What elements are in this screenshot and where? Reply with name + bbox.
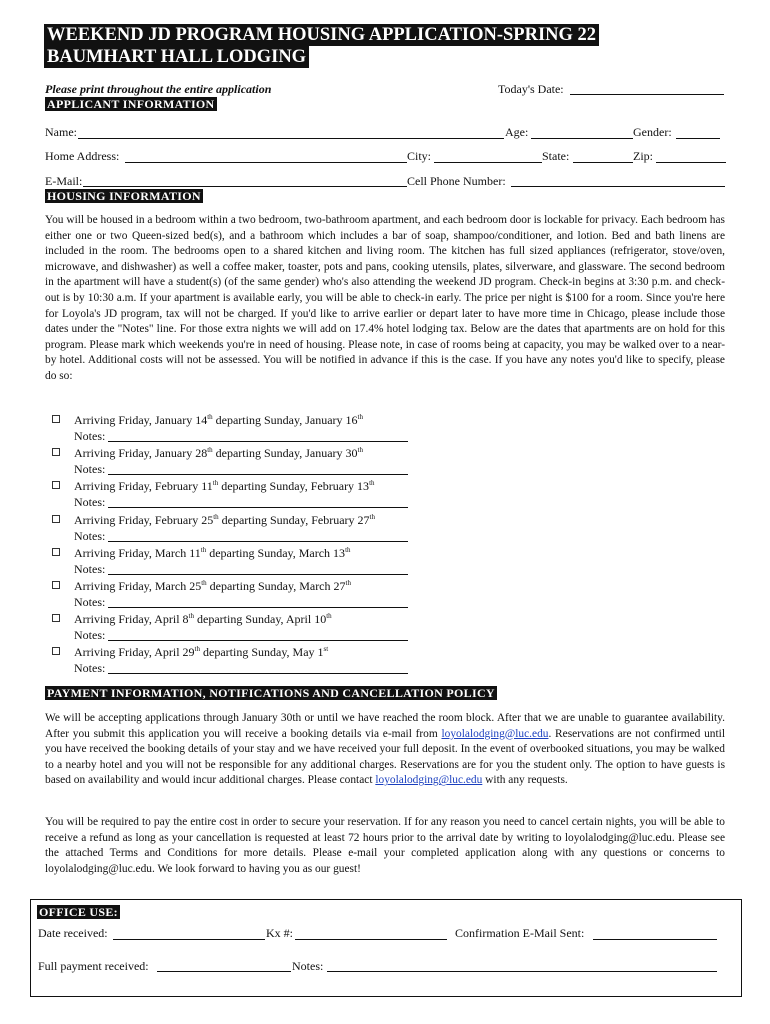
state-label: State:: [542, 149, 570, 163]
age-field[interactable]: [531, 138, 633, 139]
date-received-field[interactable]: [113, 939, 265, 940]
weekend-notes-field[interactable]: [108, 441, 408, 442]
gender-field[interactable]: [676, 138, 720, 139]
weekend-dates-label: Arriving Friday, March 25th departing Sunday, March 27th: [74, 579, 351, 593]
weekend-checkbox[interactable]: [52, 614, 60, 622]
title-line-1: WEEKEND JD PROGRAM HOUSING APPLICATION-SPRING 22: [44, 24, 599, 46]
home-address-label: Home Address:: [45, 149, 120, 163]
weekend-notes-label: Notes:: [74, 462, 106, 477]
age-label: Age:: [505, 125, 529, 139]
full-payment-field[interactable]: [157, 971, 291, 972]
kx-number-field[interactable]: [295, 939, 447, 940]
title-line-2: BAUMHART HALL LODGING: [44, 46, 309, 68]
weekend-notes-field[interactable]: [108, 541, 408, 542]
office-notes-label: Notes:: [292, 959, 324, 973]
kx-number-label: Kx #:: [266, 926, 293, 940]
weekend-notes-label: Notes:: [74, 528, 106, 543]
weekend-notes-label: Notes:: [74, 495, 106, 510]
weekend-dates-label: Arriving Friday, April 8th departing Sunday, April 10th: [74, 612, 332, 627]
weekend-dates-label: Arriving Friday, January 14th departing Sunday, January 16th: [74, 413, 363, 427]
print-instruction: Please print throughout the entire application: [45, 82, 272, 96]
contact-email-link[interactable]: loyolalodging@luc.edu: [375, 774, 483, 787]
todays-date-label: Today's Date:: [498, 82, 564, 96]
lodging-email-link[interactable]: loyolalodging@luc.edu: [441, 727, 549, 740]
weekend-notes-label: Notes:: [74, 429, 106, 443]
name-label: Name:: [45, 125, 77, 139]
zip-label: Zip:: [633, 149, 653, 163]
weekend-notes-field[interactable]: [108, 607, 408, 608]
payment-policy-heading: PAYMENT INFORMATION, NOTIFICATIONS AND CANCELLATION POLICY: [47, 686, 495, 700]
weekend-dates-label: Arriving Friday, April 29th departing Sunday, May 1st: [74, 645, 329, 660]
todays-date-field[interactable]: [570, 94, 724, 95]
weekend-notes-field[interactable]: [108, 574, 408, 575]
weekend-checkbox[interactable]: [52, 481, 60, 489]
weekend-checkbox[interactable]: [52, 581, 60, 589]
weekend-notes-field[interactable]: [108, 640, 408, 641]
weekend-notes-label: Notes:: [74, 595, 106, 609]
weekend-dates-label: Arriving Friday, January 28th departing Sunday, January 30th: [74, 446, 363, 461]
weekend-notes-label: Notes:: [74, 628, 106, 643]
payment-paragraph-1: We will be accepting applications through January 30th or until we have reached the room block. After that we are unable to guarantee availability. After you submit this application you will receive a booking details via e-mail from loyolalodging@luc.edu. Reservations are not confirmed until you have received the booking details of your stay and we have received your full deposit. In the event of overbooked situations, you may be walked to a nearby hotel and you will not be responsible for any additional charges. Reservations are for you the student only. The option to have guests is based on availability and would incur additional charges. Please contact loyolalodging@luc.edu with any requests.: [45, 712, 725, 787]
weekend-checkbox[interactable]: [52, 515, 60, 523]
cell-phone-field[interactable]: [511, 186, 725, 187]
weekend-dates-label: Arriving Friday, February 25th departing Sunday, February 27th: [74, 512, 375, 527]
housing-description: You will be housed in a bedroom within a two bedroom, two-bathroom apartment, and each bedroom door is lockable for privacy. Each bedroom has either one or two Queen-sized bed(s), and a bathroom which includes a bar of soap, shampoo/conditioner, and lotion. Bed and bath linens are included in the room. The bedrooms open to a shared kitchen and living room. The kitchen has full sized appliances (refrigerator, stove/oven, microwave, and dishwasher) as well a coffee maker, toaster, pots and pans, cooking utensils, plates, silverware, and glassware. The second bedroom in the apartment will have a student(s) (of the same gender) who's also attending the weekend JD program. Check-in begins at 3:30 p.m. and check-out is by 10:30 a.m. If your apartment is available early, you will be able to check-in early. The price per night is $100 for a room. Since you're here for Loyola's JD program, tax will not be charged. If you'd like to arrive earlier or depart later to have more time in Chicago, please include those dates under the "Notes" line. For those extra nights we will add on 17.4% hotel lodging tax. Below are the dates that apartments are on hold for this program. Please mark which weekends you're in need of housing. Please note, in case of rooms being at capacity, you may be walked over to a near-by hotel. Additional costs will not be assessed. You will be notified in advance if this is the case. If you have any notes you'd like to specify, please do so:: [45, 214, 725, 382]
office-use-heading: OFFICE USE:: [39, 905, 118, 919]
weekend-checkbox[interactable]: [52, 647, 60, 655]
email-field[interactable]: [83, 186, 407, 187]
housing-information-heading: HOUSING INFORMATION: [47, 189, 201, 203]
city-label: City:: [407, 149, 432, 163]
weekend-notes-label: Notes:: [74, 561, 106, 576]
state-field[interactable]: [573, 162, 633, 163]
city-field[interactable]: [434, 162, 542, 163]
weekend-notes-field[interactable]: [108, 474, 408, 475]
gender-label: Gender:: [633, 125, 672, 139]
cell-phone-label: Cell Phone Number:: [407, 174, 506, 188]
name-field[interactable]: [78, 138, 504, 139]
office-notes-field[interactable]: [327, 971, 717, 972]
home-address-field[interactable]: [125, 162, 407, 163]
zip-field[interactable]: [656, 162, 726, 163]
weekend-checkbox[interactable]: [52, 548, 60, 556]
payment-paragraph-2: You will be required to pay the entire cost in order to secure your reservation. If for any reason you need to cancel certain nights, you will be able to receive a refund as long as your cancellation is requested at least 72 hours prior to the arrival date by writing to loyolalodging@luc.edu. Please see the attached Terms and Conditions for more details. Please e-mail your completed application along with any questions or concerns to loyolalodging@luc.edu. We look forward to having you as our guest!: [45, 816, 725, 875]
weekend-checkbox[interactable]: [52, 448, 60, 456]
confirmation-email-label: Confirmation E-Mail Sent:: [455, 926, 585, 940]
weekend-notes-field[interactable]: [108, 673, 408, 674]
weekend-notes-label: Notes:: [74, 661, 106, 676]
date-received-label: Date received:: [38, 926, 108, 940]
email-label: E-Mail:: [45, 174, 83, 188]
weekend-notes-field[interactable]: [108, 507, 408, 508]
weekend-dates-label: Arriving Friday, March 11th departing Sunday, March 13th: [74, 545, 351, 560]
office-use-box: [30, 899, 742, 997]
full-payment-label: Full payment received:: [38, 959, 149, 973]
confirmation-email-field[interactable]: [593, 939, 717, 940]
weekend-checkbox[interactable]: [52, 415, 60, 423]
applicant-information-heading: APPLICANT INFORMATION: [47, 97, 215, 111]
weekend-dates-label: Arriving Friday, February 11th departing Sunday, February 13th: [74, 479, 375, 494]
